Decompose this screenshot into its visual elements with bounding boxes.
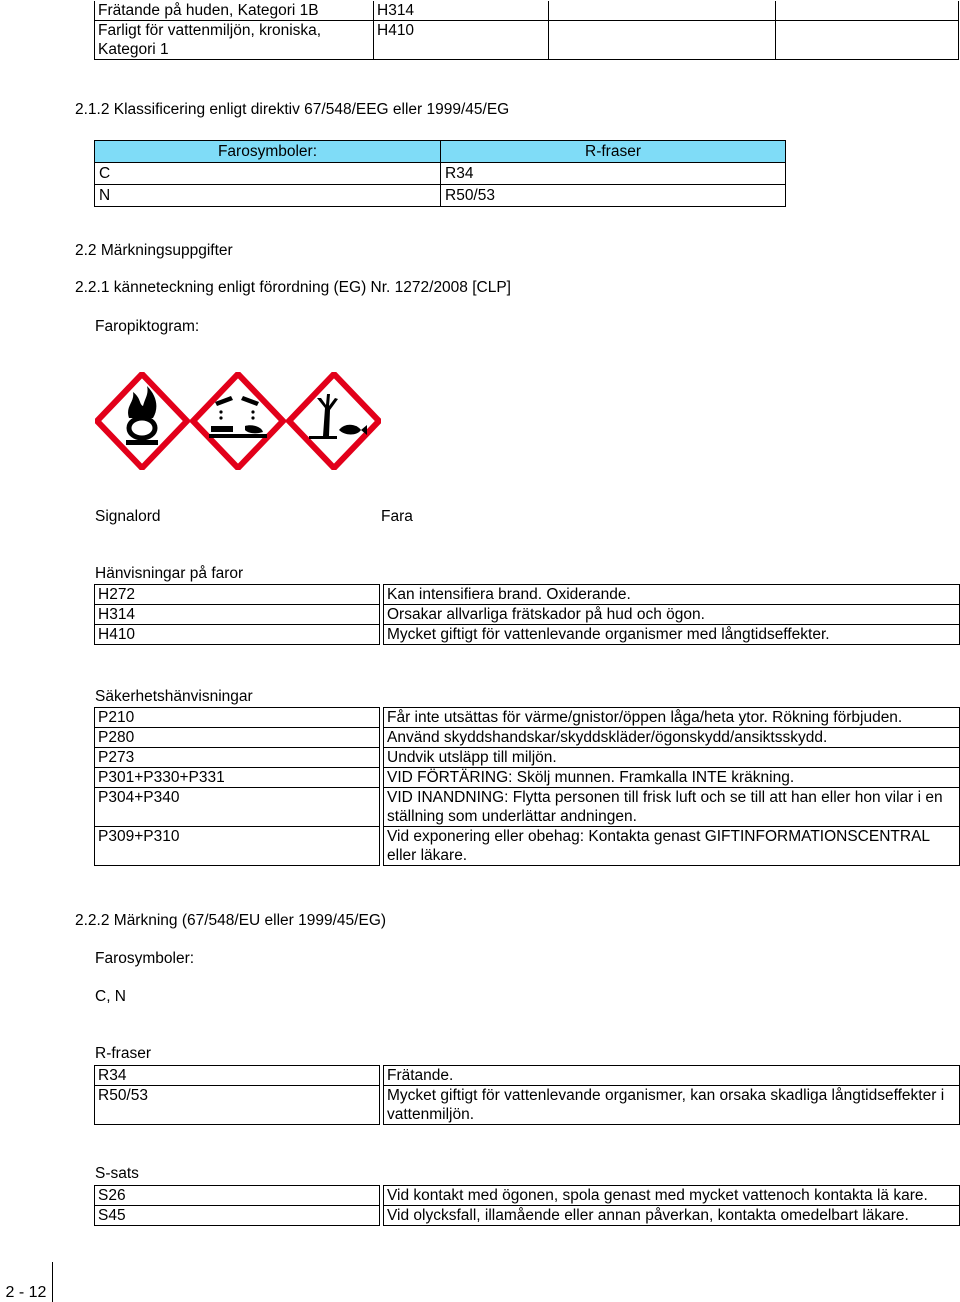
- symbol-cell: C: [95, 163, 441, 185]
- hazard-code-cell: H314: [374, 1, 549, 21]
- hazard-class-cell: [95, 21, 374, 60]
- hazard-code: H410: [95, 625, 380, 645]
- precaution-text: Vid exponering eller obehag: Kontakta genast GIFTINFORMATIONSCENTRAL eller läkare.: [384, 827, 960, 866]
- hazard-code: H314: [95, 605, 380, 625]
- precaution-code: P304+P340: [95, 788, 380, 827]
- precaution-text: Får inte utsättas för värme/gnistor/öppen låga/heta ytor. Rökning förbjuden.: [384, 708, 960, 728]
- pictogram-label: Faropiktogram:: [95, 318, 200, 335]
- table-row: [95, 21, 959, 60]
- hazard-statements-label: Hänvisningar på faror: [95, 565, 244, 582]
- precaution-code: P309+P310: [95, 827, 380, 866]
- rphrase-cell: R50/53: [441, 185, 786, 207]
- hazard-class-text: Farligt för vattenmiljön, kroniska, Kategori 1: [98, 22, 322, 58]
- table-row: [95, 585, 960, 605]
- empty-cell: [549, 21, 776, 60]
- hazard-text: Kan intensifiera brand. Oxiderande.: [384, 585, 960, 605]
- sphrase-text: Vid olycksfall, illamående eller annan påverkan, kontakta omedelbart läkare.: [384, 1206, 960, 1226]
- rphrase-code: R34: [95, 1066, 380, 1086]
- rphrase-cell: R34: [441, 163, 786, 185]
- table-row: [95, 1066, 960, 1086]
- table-row: [95, 748, 960, 768]
- hazard-code-cell: H410: [374, 21, 549, 60]
- faro-symbols-table: [94, 140, 786, 207]
- environment-icon: [289, 374, 379, 468]
- table-row: [95, 788, 960, 827]
- precaution-code: P280: [95, 728, 380, 748]
- empty-cell: [776, 1, 959, 21]
- precautionary-statements-label: Säkerhetshänvisningar: [95, 688, 253, 705]
- empty-cell: [549, 1, 776, 21]
- flame-over-circle-icon: [97, 374, 187, 468]
- sphrase-code: S45: [95, 1206, 380, 1226]
- table-row: [95, 1186, 960, 1206]
- signal-word: Fara: [381, 508, 413, 525]
- table-row: [95, 768, 960, 788]
- section-heading-22: 2.2 Märkningsuppgifter: [75, 242, 233, 259]
- rphrase-text: Mycket giftigt för vattenlevande organismer, kan orsaka skadliga långtidseffekter i vattenmiljön.: [384, 1086, 960, 1125]
- header-farosymboler: Farosymboler:: [95, 141, 441, 163]
- rphrase-text: Frätande.: [384, 1066, 960, 1086]
- section-heading-212: 2.1.2 Klassificering enligt direktiv 67/548/EEG eller 1999/45/EG: [75, 101, 510, 118]
- sphrase-label: S-sats: [95, 1165, 139, 1182]
- page-divider: [52, 1262, 53, 1302]
- classification-table-partial: [94, 1, 959, 60]
- table-header-row: [95, 141, 786, 163]
- rphrase-table: [94, 1065, 960, 1125]
- empty-cell: [776, 21, 959, 60]
- rphrase-label: R-fraser: [95, 1045, 151, 1062]
- corrosion-icon: [193, 374, 283, 468]
- precaution-code: P210: [95, 708, 380, 728]
- table-row: [95, 1206, 960, 1226]
- hazard-statements-table: [94, 584, 960, 645]
- table-row: [95, 1086, 960, 1125]
- table-row: [95, 827, 960, 866]
- hazard-class-cell: Frätande på huden, Kategori 1B: [95, 1, 374, 21]
- table-row: [95, 1, 959, 21]
- section-heading-221: 2.2.1 känneteckning enligt förordning (EG) Nr. 1272/2008 [CLP]: [75, 279, 511, 296]
- rphrase-code: R50/53: [95, 1086, 380, 1125]
- precautionary-statements-table: [94, 707, 960, 866]
- symbols-label: Farosymboler:: [95, 950, 195, 967]
- hazard-text: Orsakar allvarliga frätskador på hud och ögon.: [384, 605, 960, 625]
- sphrase-code: S26: [95, 1186, 380, 1206]
- header-r-fraser: R-fraser: [441, 141, 786, 163]
- table-row: [95, 625, 960, 645]
- precaution-code: P273: [95, 748, 380, 768]
- sphrase-text: Vid kontakt med ögonen, spola genast med mycket vattenoch kontakta lä kare.: [384, 1186, 960, 1206]
- signal-label: Signalord: [95, 508, 161, 525]
- precaution-text: VID INANDNING: Flytta personen till frisk luft och se till att han eller hon vilar i en ställning som underlättar andningen.: [384, 788, 960, 827]
- sphrase-table: [94, 1185, 960, 1226]
- table-row: [95, 163, 786, 185]
- table-row: [95, 708, 960, 728]
- precaution-text: Undvik utsläpp till miljön.: [384, 748, 960, 768]
- precaution-text: VID FÖRTÄRING: Skölj munnen. Framkalla INTE kräkning.: [384, 768, 960, 788]
- table-row: [95, 728, 960, 748]
- section-heading-222: 2.2.2 Märkning (67/548/EU eller 1999/45/EG): [75, 912, 387, 929]
- symbols-value: C, N: [95, 988, 126, 1005]
- table-row: [95, 605, 960, 625]
- precaution-code: P301+P330+P331: [95, 768, 380, 788]
- table-row: [95, 185, 786, 207]
- pictogram-row: [95, 372, 381, 470]
- hazard-text: Mycket giftigt för vattenlevande organismer med långtidseffekter.: [384, 625, 960, 645]
- page-number: 2 - 12: [5, 1284, 47, 1301]
- hazard-code: H272: [95, 585, 380, 605]
- precaution-text: Använd skyddshandskar/skyddskläder/ögonskydd/ansiktsskydd.: [384, 728, 960, 748]
- symbol-cell: N: [95, 185, 441, 207]
